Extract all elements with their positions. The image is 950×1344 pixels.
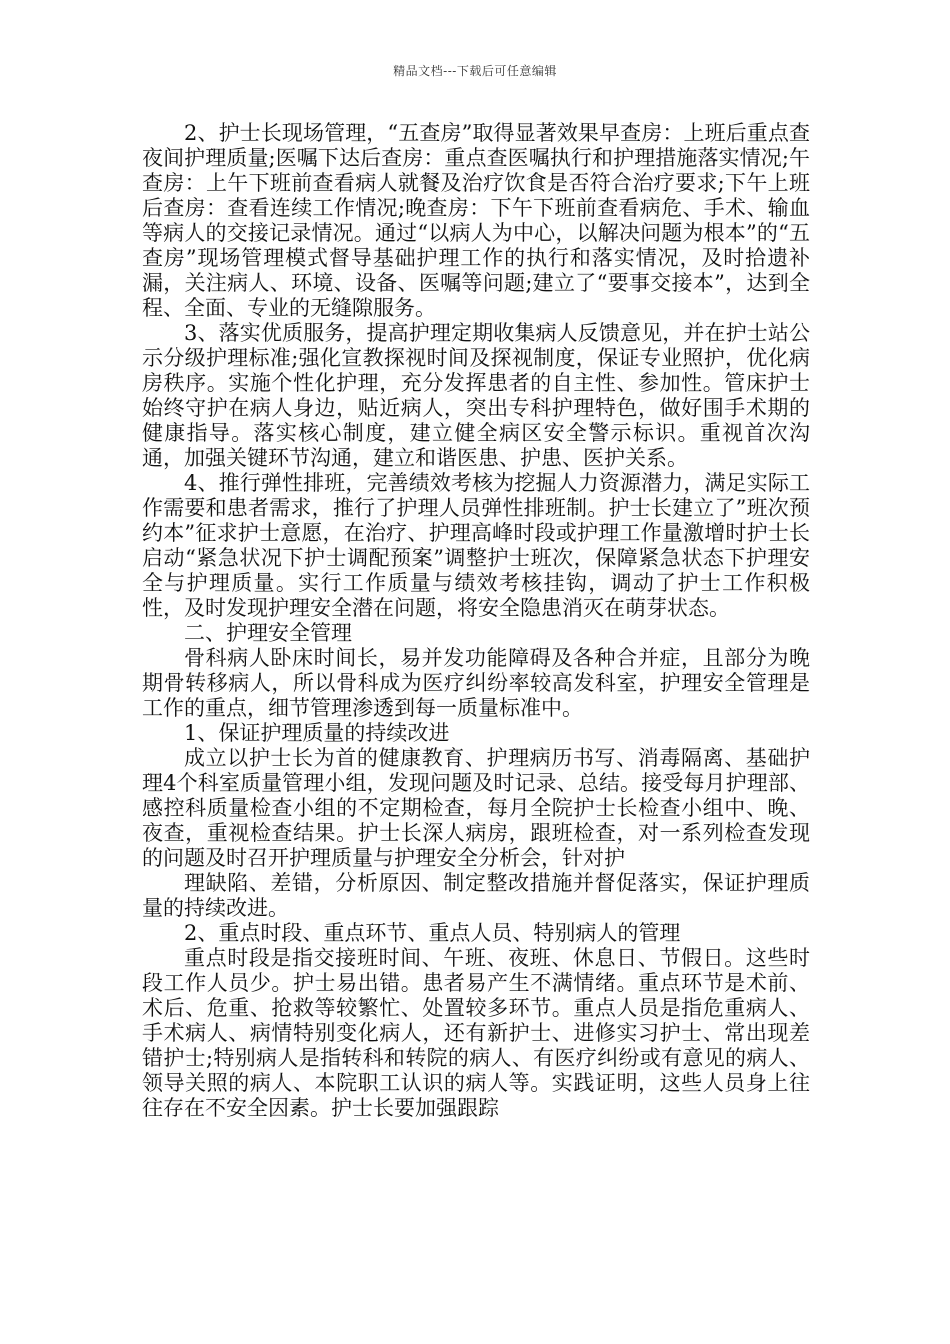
page-header: 精品文档---下载后可任意编辑	[393, 64, 557, 78]
document-body	[142, 121, 810, 1121]
paragraph-head-nurse-rounds: 2、护士长现场管理，“五查房”取得显著效果早查房：上班后重点查夜间护理质量;医嘱下达后查房：重点查医嘱执行和护理措施落实情况;午查房：上午下班前查看病人就餐及治疗饮食是否符合治疗要求;下午上班后查房：查看连续工作情况;晚查房：下午下班前查看病危、手术、输血等病人的交接记录情况。通过“以病人为中心，以解决问题为根本”的“五查房”现场管理模式督导基础护理工作的执行和落实情况，及时拾遗补漏，关注病人、环境、设备、医嘱等问题;建立了“要事交接本”，达到全程、全面、专业的无缝隙服务。	[142, 121, 810, 320]
paragraph-quality-continued: 理缺陷、差错，分析原因、制定整改措施并督促落实，保证护理质量的持续改进。	[142, 871, 810, 920]
subheading-key-management: 2、重点时段、重点环节、重点人员、特别病人的管理	[184, 921, 681, 945]
paragraph-flexible-scheduling: 4、推行弹性排班，完善绩效考核为挖掘人力资源潜力，满足实际工作需要和患者需求，推行了护理人员弹性排班制。护士长建立了”班次预约本”征求护士意愿，在治疗、护理高峰时段或护理工作量激增时护士长启动“紧急状况下护士调配预案”调整护士班次，保障紧急状态下护理安全与护理质量。实行工作质量与绩效考核挂钩，调动了护士工作积极性，及时发现护理安全潜在问题，将安全隐患消灭在萌芽状态。	[142, 471, 810, 620]
subheading-quality-improvement: 1、保证护理质量的持续改进	[184, 721, 450, 745]
paragraph-quality-service: 3、落实优质服务，提高护理定期收集病人反馈意见，并在护士站公示分级护理标准;强化宣教探视时间及探视制度，保证专业照护，优化病房秩序。实施个性化护理，充分发挥患者的自主性、参加性。管床护士始终守护在病人身边，贴近病人，突出专科护理特色，做好围手术期的健康指导。落实核心制度，建立健全病区安全警示标识。重视首次沟通，加强关键环节沟通，建立和谐医患、护患、医护关系。	[142, 321, 810, 470]
paragraph-quality-groups: 成立以护士长为首的健康教育、护理病历书写、消毒隔离、基础护理4个科室质量管理小组，发现问题及时记录、总结。接受每月护理部、感控科质量检查小组的不定期检查，每月全院护士长检查小组中、晚、夜查，重视检查结果。护士长深人病房，跟班检查，对一系列检查发现的问题及时召开护理质量与护理安全分析会，针对护	[142, 746, 810, 870]
section-heading-safety: 二、护理安全管理	[184, 621, 352, 645]
paragraph-key-periods: 重点时段是指交接班时间、午班、夜班、休息日、节假日。这些时段工作人员少。护士易出错。患者易产生不满情绪。重点环节是术前、术后、危重、抢救等较繁忙、处置较多环节。重点人员是指危重病人、手术病人、病情特别变化病人，还有新护士、进修实习护士、常出现差错护士;特别病人是指转科和转院的病人、有医疗纠纷或有意见的病人、领导关照的病人、本院职工认识的病人等。实践证明，这些人员身上往往存在不安全因素。护士长要加强跟踪	[142, 946, 810, 1120]
paragraph-safety-intro: 骨科病人卧床时间长，易并发功能障碍及各种合并症，且部分为晚期骨转移病人，所以骨科成为医疗纠纷率较高发科室，护理安全管理是工作的重点，细节管理渗透到每一质量标准中。	[142, 646, 810, 720]
